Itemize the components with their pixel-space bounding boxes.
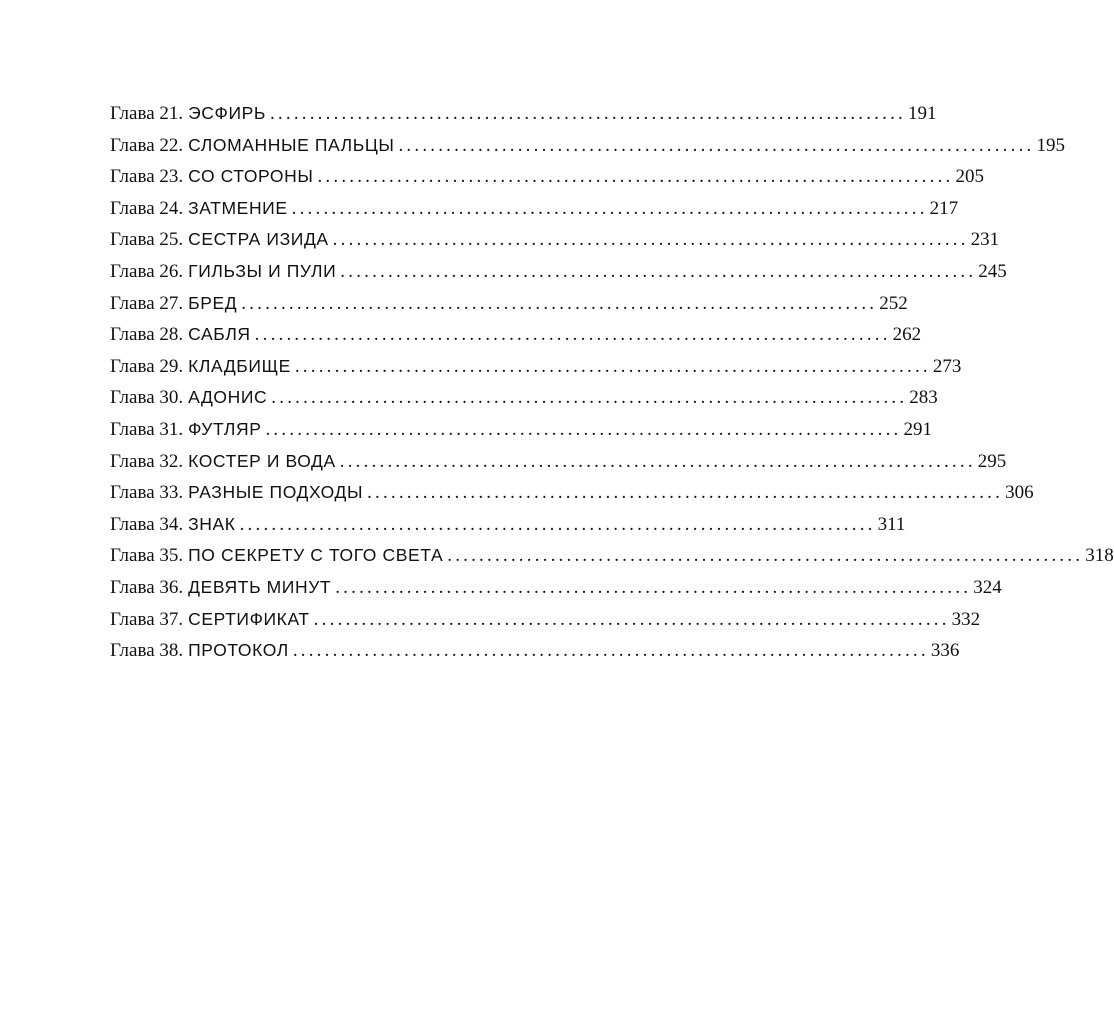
toc-entry [110, 604, 981, 636]
chapter-title: САБЛЯ [188, 324, 251, 345]
page-number: 273 [932, 355, 962, 377]
dot-leader: ................................................................................ [292, 640, 929, 662]
dot-leader: ................................................................................ [254, 324, 891, 346]
toc-entry [110, 319, 922, 351]
chapter-title: КОСТЕР И ВОДА [188, 450, 336, 471]
chapter-number: Глава 33. [110, 482, 184, 504]
page-number: 205 [955, 166, 984, 188]
dot-leader: ................................................................................ [269, 103, 906, 124]
chapter-number: Глава 25. [110, 229, 184, 251]
page-number: 332 [951, 608, 981, 630]
page-number: 217 [929, 197, 959, 219]
chapter-title: СЕСТРА ИЗИДА [188, 229, 329, 250]
page-number: 252 [879, 292, 908, 314]
page-number: 245 [978, 260, 1007, 282]
chapter-number: Глава 34. [110, 513, 184, 535]
dot-leader: ................................................................................ [367, 482, 1004, 504]
chapter-title: КЛАДБИЩЕ [188, 355, 291, 376]
toc-entry [110, 288, 908, 320]
chapter-title: АДОНИС [188, 387, 268, 408]
dot-leader: ................................................................................ [271, 387, 908, 409]
dot-leader: ................................................................................ [241, 292, 878, 314]
dot-leader: ................................................................................ [339, 450, 976, 472]
chapter-title: БРЕД [188, 292, 238, 313]
toc-entry [110, 540, 1114, 572]
chapter-number: Глава 36. [110, 576, 184, 598]
dot-leader: ................................................................................ [398, 134, 1035, 156]
toc-entry [110, 572, 1002, 604]
page-number: 262 [892, 324, 922, 346]
dot-leader: ................................................................................ [294, 355, 931, 377]
toc-entry [110, 509, 906, 541]
chapter-number: Глава 21. [110, 103, 184, 124]
chapter-title: СО СТОРОНЫ [188, 166, 314, 187]
chapter-number: Глава 31. [110, 418, 184, 440]
dot-leader: ................................................................................ [291, 197, 928, 219]
chapter-title: СЕРТИФИКАТ [188, 608, 310, 629]
chapter-number: Глава 24. [110, 197, 184, 219]
page-number: 191 [907, 103, 937, 124]
page-number: 311 [877, 513, 906, 535]
chapter-title: ГИЛЬЗЫ И ПУЛИ [188, 260, 337, 281]
chapter-title: СЛОМАННЫЕ ПАЛЬЦЫ [188, 134, 395, 155]
toc-entry [110, 256, 1007, 288]
chapter-number: Глава 32. [110, 450, 184, 472]
chapter-title: ФУТЛЯР [188, 418, 262, 439]
toc-entry [110, 161, 984, 193]
chapter-number: Глава 30. [110, 387, 184, 409]
toc-entry [110, 351, 962, 383]
chapter-number: Глава 26. [110, 260, 184, 282]
page-number: 283 [909, 387, 938, 409]
table-of-contents [110, 98, 1114, 667]
chapter-number: Глава 28. [110, 324, 184, 346]
dot-leader: ................................................................................ [340, 260, 977, 282]
toc-entry [110, 382, 938, 414]
chapter-title: ДЕВЯТЬ МИНУТ [188, 576, 332, 597]
chapter-title: ЗНАК [188, 513, 236, 534]
toc-entry [110, 193, 959, 225]
chapter-number: Глава 29. [110, 355, 184, 377]
dot-leader: ................................................................................ [313, 608, 950, 630]
dot-leader: ................................................................................ [265, 418, 902, 440]
chapter-title: ПО СЕКРЕТУ С ТОГО СВЕТА [188, 545, 444, 566]
dot-leader: ................................................................................ [447, 545, 1084, 567]
chapter-number: Глава 27. [110, 292, 184, 314]
dot-leader: ................................................................................ [332, 229, 969, 251]
toc-entry [110, 414, 932, 446]
dot-leader: ................................................................................ [239, 513, 876, 535]
page-number: 324 [973, 576, 1002, 598]
dot-leader: ................................................................................ [317, 166, 954, 188]
toc-entry [110, 446, 1007, 478]
chapter-number: Глава 38. [110, 640, 184, 662]
toc-entry [110, 98, 937, 130]
chapter-number: Глава 23. [110, 166, 184, 188]
chapter-number: Глава 22. [110, 134, 184, 156]
chapter-title: РАЗНЫЕ ПОДХОДЫ [188, 482, 364, 503]
page-number: 306 [1005, 482, 1034, 504]
page-number: 195 [1036, 134, 1065, 156]
chapter-title: ЗАТМЕНИЕ [188, 197, 288, 218]
page-number: 318 [1085, 545, 1114, 567]
chapter-number: Глава 37. [110, 608, 184, 630]
chapter-number: Глава 35. [110, 545, 184, 567]
chapter-title: ЭСФИРЬ [188, 103, 266, 123]
dot-leader: ................................................................................ [335, 576, 972, 598]
toc-entry [110, 477, 1034, 509]
chapter-title: ПРОТОКОЛ [188, 640, 289, 661]
toc-entry [110, 224, 1000, 256]
page-number: 336 [930, 640, 960, 662]
toc-entry [110, 635, 960, 667]
page-number: 291 [903, 418, 932, 440]
toc-entry [110, 130, 1065, 162]
page-number: 295 [977, 450, 1007, 472]
page-number: 231 [970, 229, 1000, 251]
